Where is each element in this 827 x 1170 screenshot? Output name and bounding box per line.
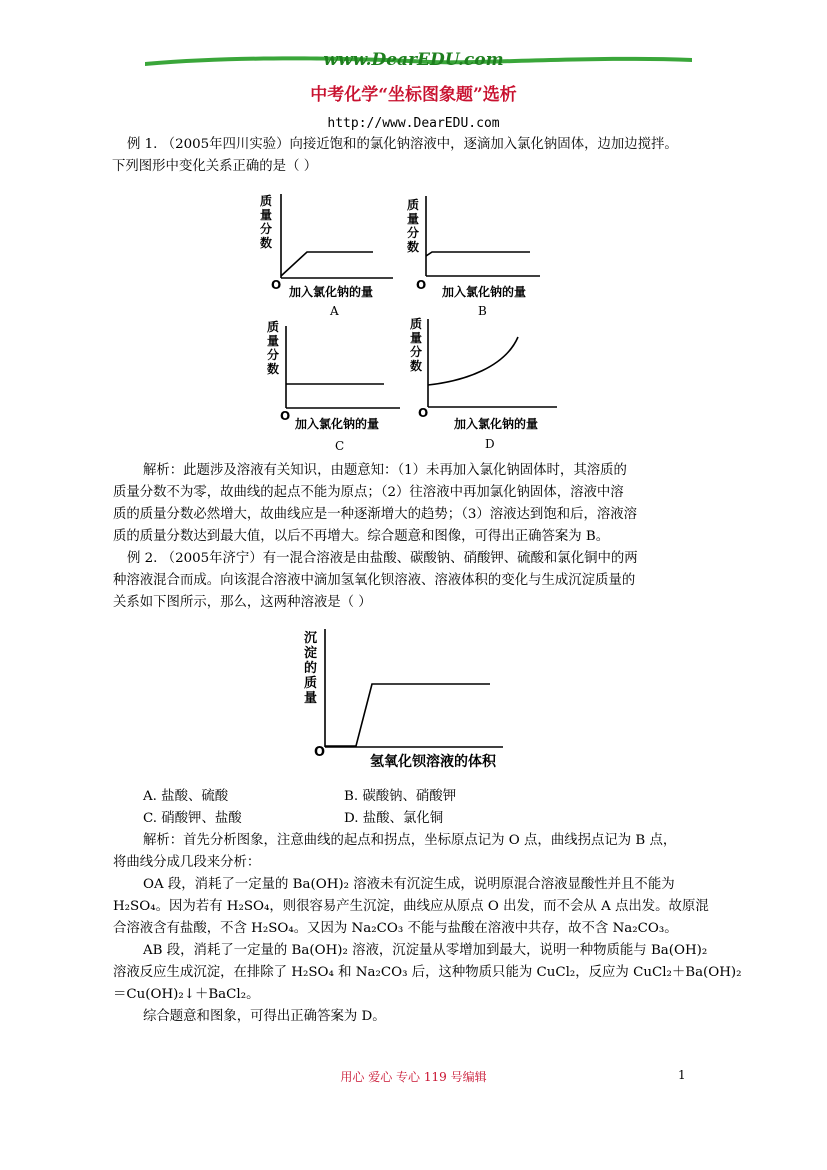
- analysis2-line1: 解析：首先分析图象，注意曲线的起点和拐点，坐标原点记为 O 点，曲线拐点记为 B 点，: [143, 833, 677, 848]
- graph-a-name: A: [330, 304, 339, 318]
- graph-b-plot: [402, 190, 552, 320]
- analysis1-line1: 解析：此题涉及溶液有关知识，由题意知：（1）未再加入氯化钠固体时，其溶质的: [143, 463, 627, 478]
- page-number: 1: [678, 1068, 686, 1082]
- graph-b-xlabel: 加入氯化钠的量: [442, 285, 527, 299]
- graph-c-origin: O: [280, 409, 291, 423]
- graph-d-plot: [405, 315, 565, 455]
- graph-d-name: D: [485, 437, 495, 451]
- graph-d-xlabel: 加入氯化钠的量: [454, 417, 539, 431]
- example1-line2: 下列图形中变化关系正确的是（ ）: [112, 159, 318, 174]
- option-c: C. 硝酸钾、盐酸: [143, 811, 242, 826]
- graph-a-xlabel: 加入氯化钠的量: [289, 285, 374, 299]
- graph-d-ylabel: 质量分数: [410, 317, 423, 373]
- analysis2-ab-line1: AB 段，消耗了一定量的 Ba(OH)₂ 溶液，沉淀量从零增加到最大，说明一种物质能与 Ba(OH)₂: [143, 943, 708, 958]
- analysis2-oa-line2: H₂SO₄。因为若有 H₂SO₄，则很容易产生沉淀，曲线应从原点 O 出发，而不会从 A 点出发。故原混: [113, 899, 709, 914]
- graph-a-origin: O: [271, 278, 282, 292]
- analysis1-line4: 质的质量分数达到最大值，以后不再增大。综合题意和图像，可得出正确答案为 B。: [113, 529, 610, 544]
- analysis2-oa-line1: OA 段，消耗了一定量的 Ba(OH)₂ 溶液未有沉淀生成，说明原混合溶液显酸性并且不能为: [143, 877, 675, 892]
- example1-line1: 例 1. （2005年四川实验）向接近饱和的氯化钠溶液中，逐滴加入氯化钠固体，边加边搅拌。: [127, 137, 678, 152]
- graph-a-plot: [255, 190, 395, 320]
- graph-c: [262, 318, 412, 458]
- graph-a: [255, 190, 395, 320]
- option-d: D. 盐酸、氯化铜: [344, 811, 444, 826]
- example2-line1: 例 2. （2005年济宁）有一混合溶液是由盐酸、碳酸钠、硝酸钾、硫酸和氯化铜中的两: [127, 551, 638, 566]
- analysis2-oa-line3: 合溶液含有盐酸，不含 H₂SO₄。又因为 Na₂CO₃ 不能与盐酸在溶液中共存，故不含 Na₂CO₃。: [113, 921, 678, 936]
- graph-d-origin: O: [418, 406, 429, 420]
- analysis2-line2: 将曲线分成几段来分析：: [113, 855, 261, 870]
- example2-line3: 关系如下图所示，那么，这两种溶液是（ ）: [113, 595, 372, 610]
- graph-d: [405, 315, 565, 455]
- site-url[interactable]: http://www.DearEDU.com: [327, 116, 500, 131]
- graph-b-name: B: [478, 304, 487, 318]
- graph-b-origin: O: [416, 278, 427, 292]
- example2-line2: 种溶液混合而成。向该混合溶液中滴加氢氧化钡溶液、溶液体积的变化与生成沉淀质量的: [113, 573, 636, 588]
- analysis1-line2: 质量分数不为零，故曲线的起点不能为原点；（2）往溶液中再加氯化钠固体，溶液中溶: [113, 485, 624, 500]
- graph-c-name: C: [335, 439, 345, 453]
- graph-c-xlabel: 加入氯化钠的量: [295, 417, 380, 431]
- site-name[interactable]: www.DearEDU.com: [323, 50, 504, 70]
- graph2-xlabel: 氢氧化钡溶液的体积: [370, 754, 496, 770]
- graph2-origin: O: [314, 745, 326, 760]
- graph2-ylabel: 沉淀的质量: [304, 631, 318, 706]
- graph-a-ylabel: 质量分数: [260, 194, 273, 250]
- graph-c-plot: [262, 318, 412, 458]
- option-b: B. 碳酸钠、硝酸钾: [344, 789, 457, 804]
- option-a: A. 盐酸、硫酸: [143, 789, 229, 804]
- page-title: 中考化学“坐标图象题”选析: [310, 85, 517, 105]
- analysis2-ab-line2: 溶液反应生成沉淀，在排除了 H₂SO₄ 和 Na₂CO₃ 后，这种物质只能为 CuCl₂，反应为 CuCl₂＋Ba(OH)₂: [113, 965, 742, 980]
- analysis1-line3: 质的质量分数必然增大，故曲线应是一种逐渐增大的趋势；（3）溶液达到饱和后，溶液溶: [113, 507, 638, 522]
- graph-c-ylabel: 质量分数: [267, 320, 280, 376]
- footer-text: 用心 爱心 专心 119 号编辑: [340, 1070, 487, 1084]
- analysis2-conclusion: 综合题意和图象，可得出正确答案为 D。: [143, 1009, 386, 1024]
- graph-b-ylabel: 质量分数: [407, 198, 420, 254]
- analysis2-ab-line3: ＝Cu(OH)₂↓＋BaCl₂。: [113, 987, 260, 1002]
- graph-precipitate: [298, 625, 508, 775]
- graph-b: [402, 190, 552, 320]
